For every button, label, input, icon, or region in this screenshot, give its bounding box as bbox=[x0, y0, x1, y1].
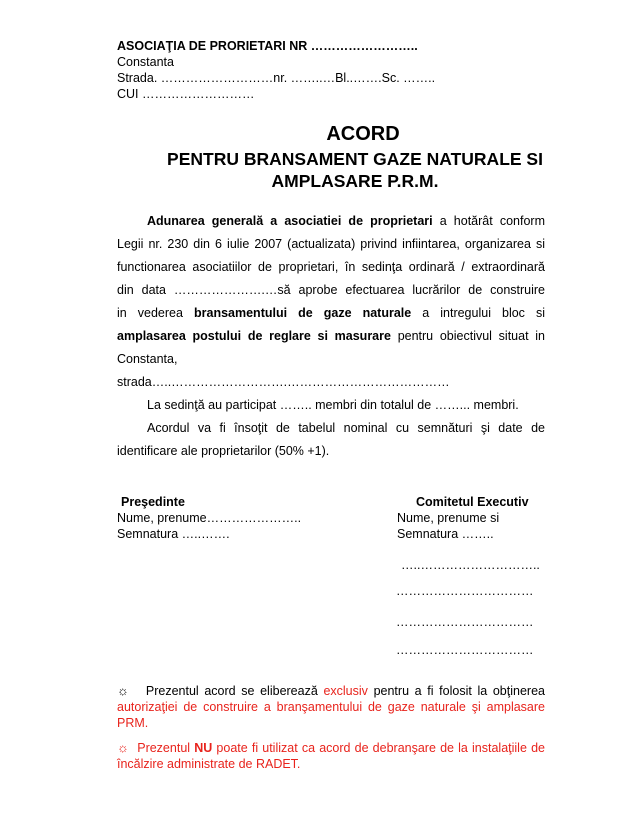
notice-not-for-disconnection: ☼ Prezentul NU poate fi utilizat ca acord de debranşare de la instalaţiile de încălzire administrate de RADET. bbox=[117, 740, 545, 771]
body-line-6: amplasarea postului de reglare si masurare pentru obiectivul situat in bbox=[117, 329, 545, 343]
body-text bbox=[117, 210, 545, 463]
committee-dots-1: …..……………………….. bbox=[401, 558, 540, 572]
association-address: Strada. ………………………nr. ……..…Bl..…….Sc. …….. bbox=[117, 71, 436, 85]
body-line-7: Constanta, bbox=[117, 352, 178, 366]
body-line-1: Adunarea generală a asociatiei de proprietari a hotărât conform bbox=[147, 214, 545, 228]
committee-title: Comitetul Executiv bbox=[416, 495, 529, 509]
body-line-4: din data ………………….…să aprobe efectuarea lucrărilor de construire bbox=[117, 283, 545, 297]
participants-line: La sedinţă au participat …….. membri din totalul de ……... membri. bbox=[147, 398, 519, 412]
committee-dots-4: …………………………… bbox=[396, 643, 534, 657]
annex-line-2: identificare ale proprietarilor (50% +1). bbox=[117, 444, 330, 458]
committee-name-field: Nume, prenume si bbox=[397, 511, 500, 525]
president-signature-field: Semnatura …..……. bbox=[117, 527, 230, 541]
president-name-field: Nume, prenume………………….. bbox=[117, 511, 302, 525]
committee-dots-3: …………………………… bbox=[396, 615, 534, 629]
nu-emphasis: NU bbox=[194, 741, 213, 755]
body-line-2: Legii nr. 230 din 6 iulie 2007 (actualizata) privind infiintarea, organizarea si bbox=[117, 237, 545, 251]
committee-dots-2: …………………………… bbox=[396, 584, 534, 598]
association-city: Constanta bbox=[117, 55, 174, 69]
body-line-5: in vederea bransamentului de gaze naturale a intregului bloc si bbox=[117, 306, 546, 320]
sun-icon: ☼ bbox=[117, 740, 129, 755]
committee-signature-field: Semnatura …….. bbox=[397, 527, 494, 541]
body-line-8: strada…..……………………….………………………………… bbox=[117, 375, 450, 389]
document-title: ACORD bbox=[326, 123, 400, 145]
notice-exclusive-use: ☼ Prezentul acord se eliberează exclusiv pentru a fi folosit la obţinerea autorizaţiei de construire a branşamentului de gaze naturale şi amplasare PRM. bbox=[117, 683, 545, 730]
association-name: ASOCIAŢIA DE PRORIETARI NR …………………….. bbox=[117, 39, 418, 53]
assembly-phrase: Adunarea generală a asociatiei de proprietari bbox=[147, 214, 433, 228]
document-subtitle: PENTRU BRANSAMENT GAZE NATURALE SI AMPLASARE P.R.M. bbox=[167, 149, 543, 191]
body-line-3: functionarea asociatiilor de proprietari, în sedinţa ordinară / extraordinară bbox=[117, 260, 545, 274]
sun-icon: ☼ bbox=[117, 683, 129, 698]
association-cui: CUI ……………………… bbox=[117, 87, 255, 101]
annex-line-1: Acordul va fi însoţit de tabelul nominal cu semnături şi date de bbox=[147, 421, 545, 435]
president-title: Preşedinte bbox=[121, 495, 185, 509]
